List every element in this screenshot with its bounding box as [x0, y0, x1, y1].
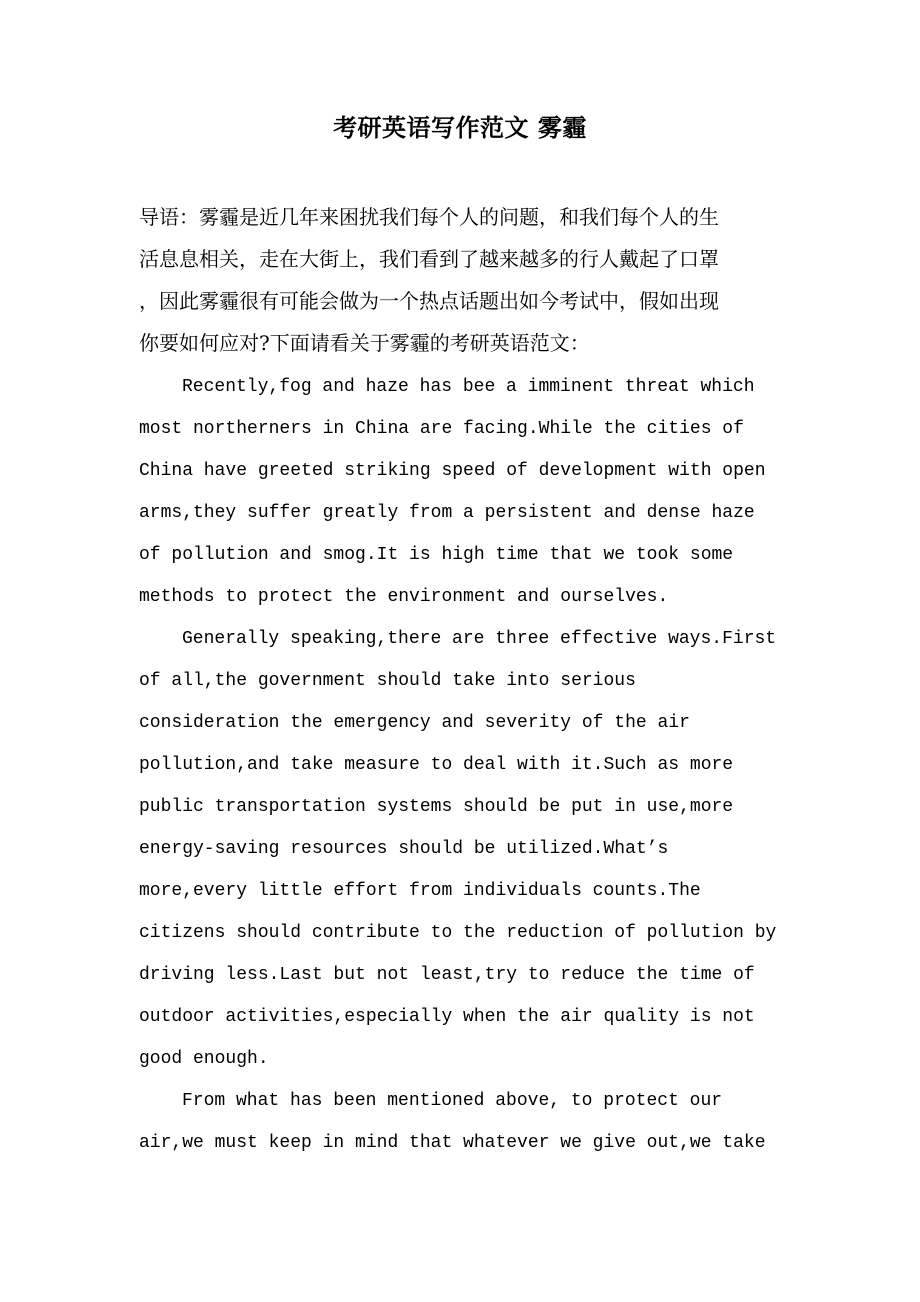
page-title: 考研英语写作范文 雾霾	[333, 113, 587, 142]
essay-paragraph-2-line: driving less.Last but not least,try to reduce the time of	[139, 965, 755, 985]
essay-paragraph-2-line: consideration the emergency and severity of the air	[139, 713, 690, 733]
essay-paragraph-2-line: energy-saving resources should be utilized.What’s	[139, 839, 669, 859]
essay-paragraph-2-line: outdoor activities,especially when the air quality is not	[139, 1007, 755, 1027]
intro-paragraph	[139, 196, 779, 364]
essay-paragraph-2-line: more,every little effort from individuals counts.The	[139, 881, 701, 901]
essay-paragraph-1-line: China have greeted striking speed of development with open	[139, 461, 766, 481]
essay-paragraph-2-line: of all,the government should take into serious	[139, 671, 636, 691]
essay-paragraph-2-line: good enough.	[139, 1049, 269, 1069]
essay-paragraph-2-line: citizens should contribute to the reduction of pollution by	[139, 923, 777, 943]
intro-line: ，因此雾霾很有可能会做为一个热点话题出如今考试中，假如出现	[139, 289, 719, 313]
essay-paragraph-1-line: most northerners in China are facing.While the cities of	[139, 419, 744, 439]
intro-line: 活息息相关，走在大街上，我们看到了越来越多的行人戴起了口罩	[139, 247, 719, 271]
intro-line: 你要如何应对?下面请看关于雾霾的考研英语范文：	[139, 331, 590, 355]
essay-paragraph-2-line: Generally speaking,there are three effective ways.First	[182, 629, 777, 649]
essay-paragraph-1-line: methods to protect the environment and ourselves.	[139, 587, 669, 607]
essay-paragraph-1-line: of pollution and smog.It is high time that we took some	[139, 545, 734, 565]
essay-paragraph-1-line: Recently,fog and haze has bee a imminent threat which	[182, 377, 755, 397]
essay-body	[139, 366, 799, 1164]
essay-paragraph-2-line: public transportation systems should be put in use,more	[139, 797, 734, 817]
essay-paragraph-3-line: From what has been mentioned above, to protect our	[182, 1091, 723, 1111]
essay-paragraph-3-line: air,we must keep in mind that whatever we give out,we take	[139, 1133, 766, 1153]
intro-line: 导语：雾霾是近几年来困扰我们每个人的问题，和我们每个人的生	[139, 205, 719, 229]
essay-paragraph-2-line: pollution,and take measure to deal with it.Such as more	[139, 755, 734, 775]
essay-paragraph-1-line: arms,they suffer greatly from a persistent and dense haze	[139, 503, 755, 523]
